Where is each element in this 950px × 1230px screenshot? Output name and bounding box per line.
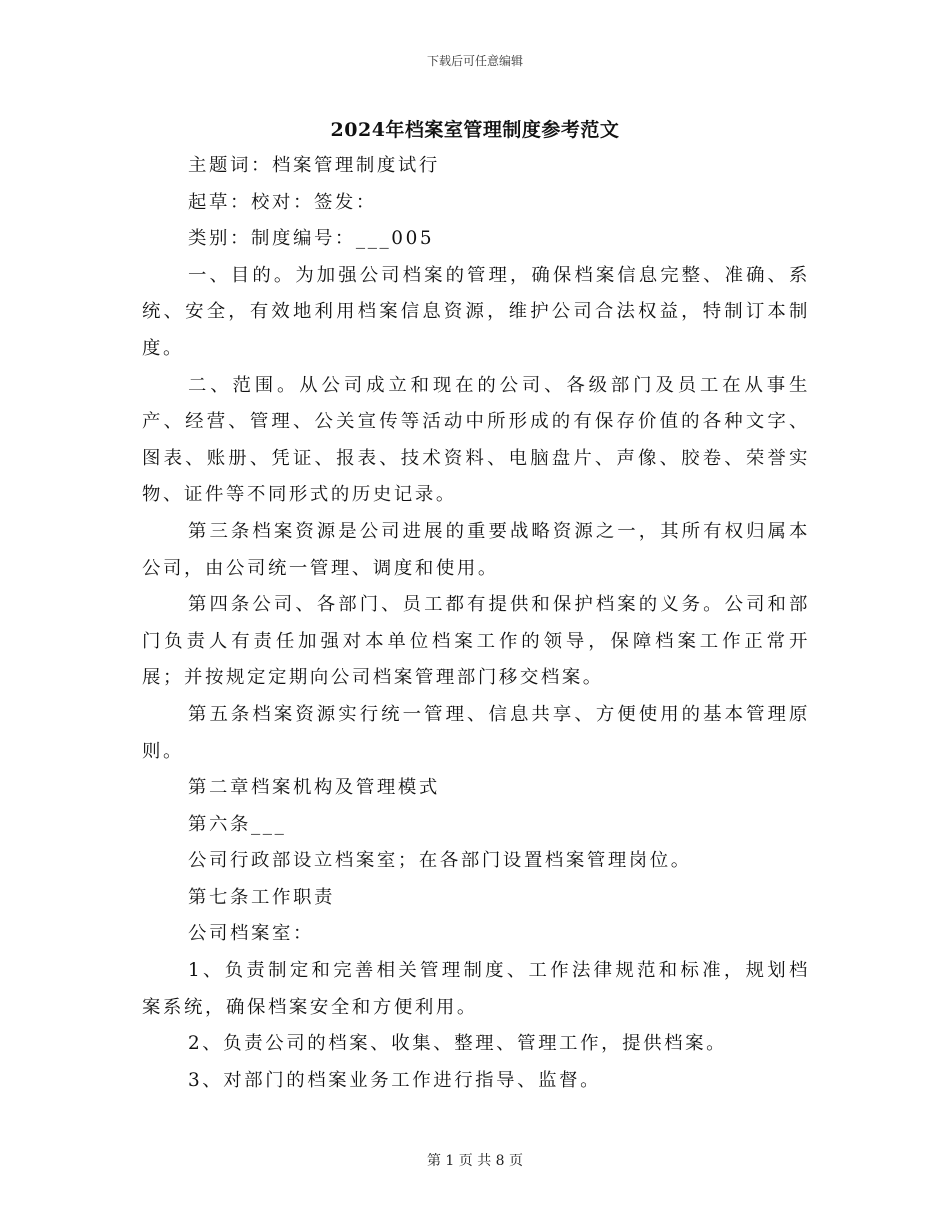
paragraph-article-4: 第四条公司、各部门、员工都有提供和保护档案的义务。公司和部门负责人有责任加强对本单位档案工作的领导，保障档案工作正常开展；并按规定定期向公司档案管理部门移交档案。 — [142, 594, 810, 689]
list-item-duty-3: 3、对部门的档案业务工作进行指导、监督。 — [188, 1069, 602, 1091]
paragraph-archive-office: 公司档案室： — [188, 923, 314, 945]
document-body — [142, 148, 810, 1099]
paragraph-category: 类别：制度编号：___005 — [188, 228, 435, 250]
page-header-note: 下载后可任意编辑 — [426, 54, 523, 68]
list-item-duty-1: 1、负责制定和完善相关管理制度、工作法律规范和标准，规划档案系统，确保档案安全和方便利用。 — [142, 960, 810, 1018]
paragraph-purpose: 一、目的。为加强公司档案的管理，确保档案信息完整、准确、系统、安全，有效地利用档案信息资源，维护公司合法权益，特制订本制度。 — [142, 264, 810, 359]
paragraph-article-3: 第三条档案资源是公司进展的重要战略资源之一，其所有权归属本公司，由公司统一管理、调度和使用。 — [142, 520, 810, 579]
paragraph-article-6: 第六条___ — [188, 813, 287, 835]
paragraph-drafting: 起草：校对：签发： — [188, 191, 377, 213]
document-title: 2024年档案室管理制度参考范文 — [330, 119, 620, 141]
paragraph-scope: 二、范围。从公司成立和现在的公司、各级部门及员工在从事生产、经营、管理、公关宣传等活动中所形成的有保存价值的各种文字、图表、账册、凭证、报表、技术资料、电脑盘片、声像、胶卷、荣誉实物、证件等不同形式的历史记录。 — [142, 374, 810, 506]
chapter-2-heading: 第二章档案机构及管理模式 — [188, 777, 440, 799]
paragraph-article-7: 第七条工作职责 — [188, 886, 335, 908]
list-item-duty-2: 2、负责公司的档案、收集、整理、管理工作，提供档案。 — [188, 1033, 728, 1055]
paragraph-archive-room: 公司行政部设立档案室；在各部门设置档案管理岗位。 — [188, 850, 692, 872]
page-footer-number: 第 1 页 共 8 页 — [426, 1153, 524, 1169]
paragraph-article-5: 第五条档案资源实行统一管理、信息共享、方便使用的基本管理原则。 — [142, 703, 810, 762]
paragraph-keywords: 主题词：档案管理制度试行 — [188, 155, 440, 176]
